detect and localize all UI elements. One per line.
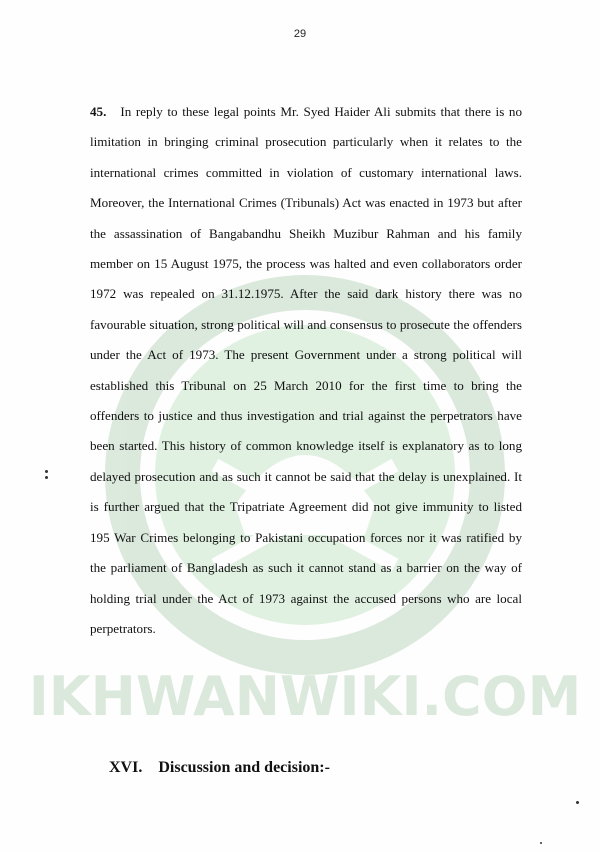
section-number: XVI. xyxy=(109,759,143,776)
scan-speck xyxy=(576,801,579,804)
section-heading xyxy=(109,759,330,777)
paragraph-45 xyxy=(90,97,522,644)
section-title: Discussion and decision:- xyxy=(158,759,330,776)
paragraph-text: In reply to these legal points Mr. Syed Haider Ali submits that there is no limitation in bringing criminal prosecution particularly when it relates to the international crimes committed in violation of customary international laws. Moreover, the International Crimes (Tribunals) Act was enacted in 1973 but after the assassination of Bangabandhu Sheikh Muzibur Rahman and his family member on 15 August 1975, the process was halted and even collaborators order 1972 was repealed on 31.12.1975. After the said dark history there was no favourable situation, strong political will and consensus to prosecute the offenders under the Act of 1973. The present Government under a strong political will established this Tribunal on 25 March 2010 for the first time to bring the offenders to justice and thus investigation and trial against the perpetrators have been started. This history of common knowledge itself is explanatory as to long delayed prosecution and as such it cannot be said that the delay is unexplained. It is further argued that the Tripatriate Agreement did not give immunity to listed 195 War Crimes belonging to Pakistani occupation forces nor it was ratified by the parliament of Bangladesh as such it cannot stand as a barrier on the way of holding trial under the Act of 1973 against the accused persons who are local perpetrators. xyxy=(90,104,522,636)
scan-speck xyxy=(540,842,542,844)
watermark-text: IKHWANWIKI.COM xyxy=(28,665,582,728)
scan-speck xyxy=(45,470,48,473)
paragraph-number: 45. xyxy=(90,104,107,119)
page-number: 29 xyxy=(293,28,307,40)
scan-speck xyxy=(45,476,48,479)
